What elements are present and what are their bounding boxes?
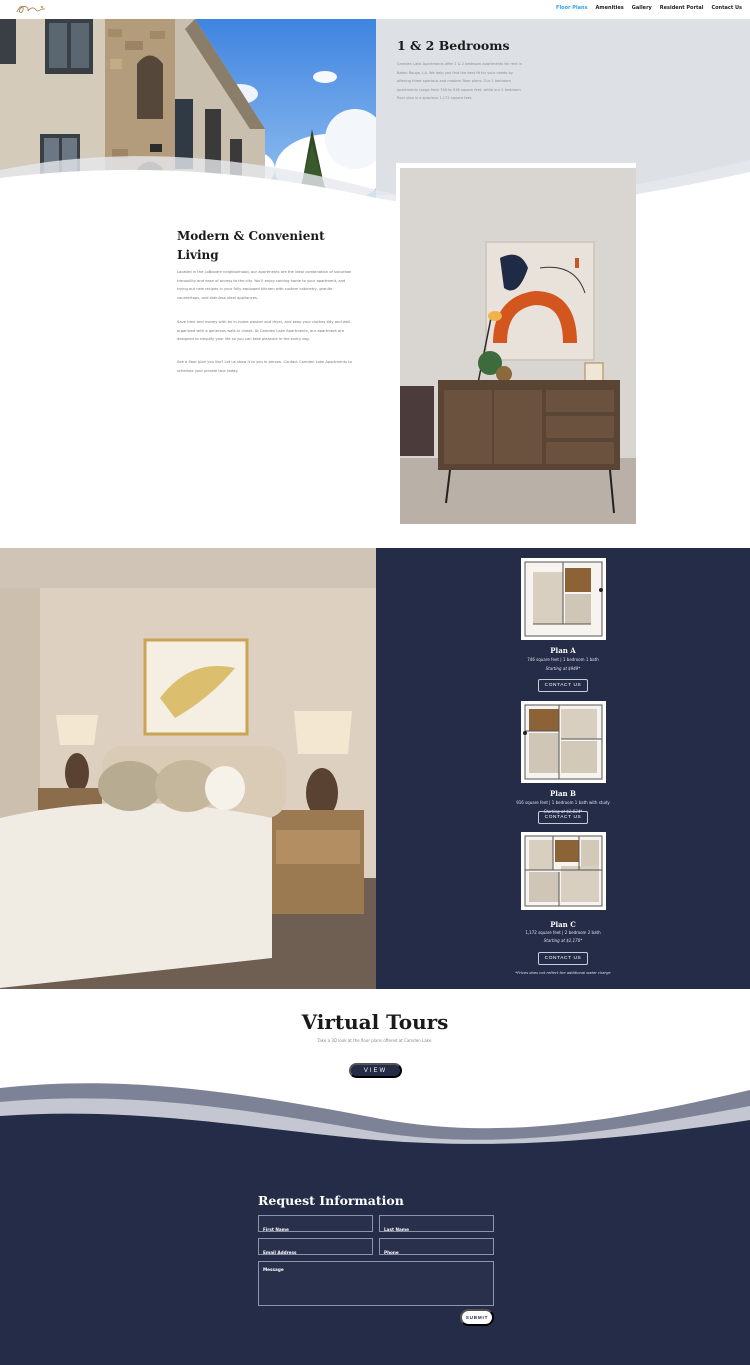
plan-a-price: Starting at $949* — [545, 666, 581, 671]
email-field[interactable] — [258, 1238, 373, 1255]
plan-card-c — [376, 822, 750, 962]
modern-paragraph-3: See a floor plan you like? Let us show it to you in person. Contact Camden Lake Apartments to schedule your private tour today. — [177, 360, 352, 373]
nav-links — [556, 5, 742, 11]
plan-a-contact-button[interactable]: CONTACT US — [538, 679, 588, 692]
modern-paragraph-2: Save time and money with an in-home washer and dryer, and keep your clothes tidy and well-organized with a generous walk-in closet. At Camden Lake Apartments, our apartment are designed to simplify your life so you can take pleasure in the every day. — [177, 320, 352, 342]
request-info-title: Request Information — [258, 1193, 404, 1208]
plan-c-title: Plan C — [550, 920, 576, 929]
message-field[interactable] — [258, 1261, 494, 1306]
plan-b-floorplan-image[interactable] — [521, 701, 606, 783]
submit-button[interactable]: SUBMIT — [460, 1309, 494, 1326]
plan-c-detail: 1,172 square feet | 2 bedroom 2 bath — [525, 930, 601, 935]
email-input[interactable] — [259, 1245, 372, 1260]
virtual-tours-title: Virtual Tours — [301, 1010, 449, 1034]
plan-a-title: Plan A — [550, 646, 576, 655]
top-nav — [0, 0, 750, 19]
nav-contact-us[interactable]: Contact Us — [711, 5, 742, 11]
dresser-photo — [400, 168, 636, 524]
last-name-field[interactable] — [379, 1215, 494, 1232]
bedroom-photo — [0, 548, 376, 989]
phone-field[interactable] — [379, 1238, 494, 1255]
modern-paragraph-1: Located in the LoBoodre neighborhood, our apartments are the ideal combination of suburban tranquility and ease of access to the city. You'll enjoy coming home to your apartment, and trying out new recipes in your fully equipped kitchen with custom cabinetry, granite countertops, and stainless-steel appliances. — [177, 270, 352, 301]
plan-card-b — [376, 691, 750, 831]
phone-input[interactable] — [380, 1245, 493, 1260]
first-name-input[interactable] — [259, 1222, 372, 1237]
plan-a-floorplan-image[interactable] — [521, 558, 606, 640]
nav-floor-plans[interactable]: Floor Plans — [556, 5, 588, 11]
request-section-background — [0, 1080, 750, 1365]
view-tours-button[interactable]: VIEW — [349, 1063, 402, 1078]
plan-a-detail: 746 square feet | 1 bedroom 1 bath — [527, 657, 599, 662]
virtual-tours-subtitle: Take a 3D look at the floor plans offered at Camden Lake. — [317, 1038, 433, 1043]
nav-resident-portal[interactable]: Resident Portal — [659, 5, 704, 11]
hero-title: 1 & 2 Bedrooms — [397, 38, 510, 53]
plan-c-floorplan-image[interactable] — [521, 832, 606, 910]
hero-description: Camden Lake Apartments offer 1 & 2 bedroom apartments for rent in Baton Rouge, LA. We help you find the best fit for your needs by offering three spacious and modern floor plans. Our 1 bedroom apartments range from 746 to 916 square feet, while our 2 bedroom floor plan is a spacious 1,172 square feet. — [397, 62, 523, 101]
nav-gallery[interactable]: Gallery — [631, 5, 652, 11]
modern-living-title: Modern & Convenient Living — [177, 229, 325, 262]
plan-b-price: Starting at $1,034* — [543, 809, 583, 814]
plan-c-contact-button[interactable]: CONTACT US — [538, 952, 588, 965]
price-note: *Prices does not reflect the additional water charge — [515, 971, 611, 975]
plan-b-contact-button[interactable]: CONTACT US — [538, 811, 588, 824]
plan-b-detail: 916 square feet | 1 bedroom 1 bath with study — [516, 800, 610, 805]
nav-amenities[interactable]: Amenities — [595, 5, 624, 11]
first-name-field[interactable] — [258, 1215, 373, 1232]
message-input[interactable] — [259, 1262, 493, 1305]
site-logo[interactable] — [14, 3, 48, 16]
last-name-input[interactable] — [380, 1222, 493, 1237]
plan-c-price: Starting at $1,170* — [543, 938, 583, 943]
hero-wave-divider — [0, 150, 750, 220]
plan-b-title: Plan B — [550, 789, 576, 798]
plan-card-a — [376, 548, 750, 688]
